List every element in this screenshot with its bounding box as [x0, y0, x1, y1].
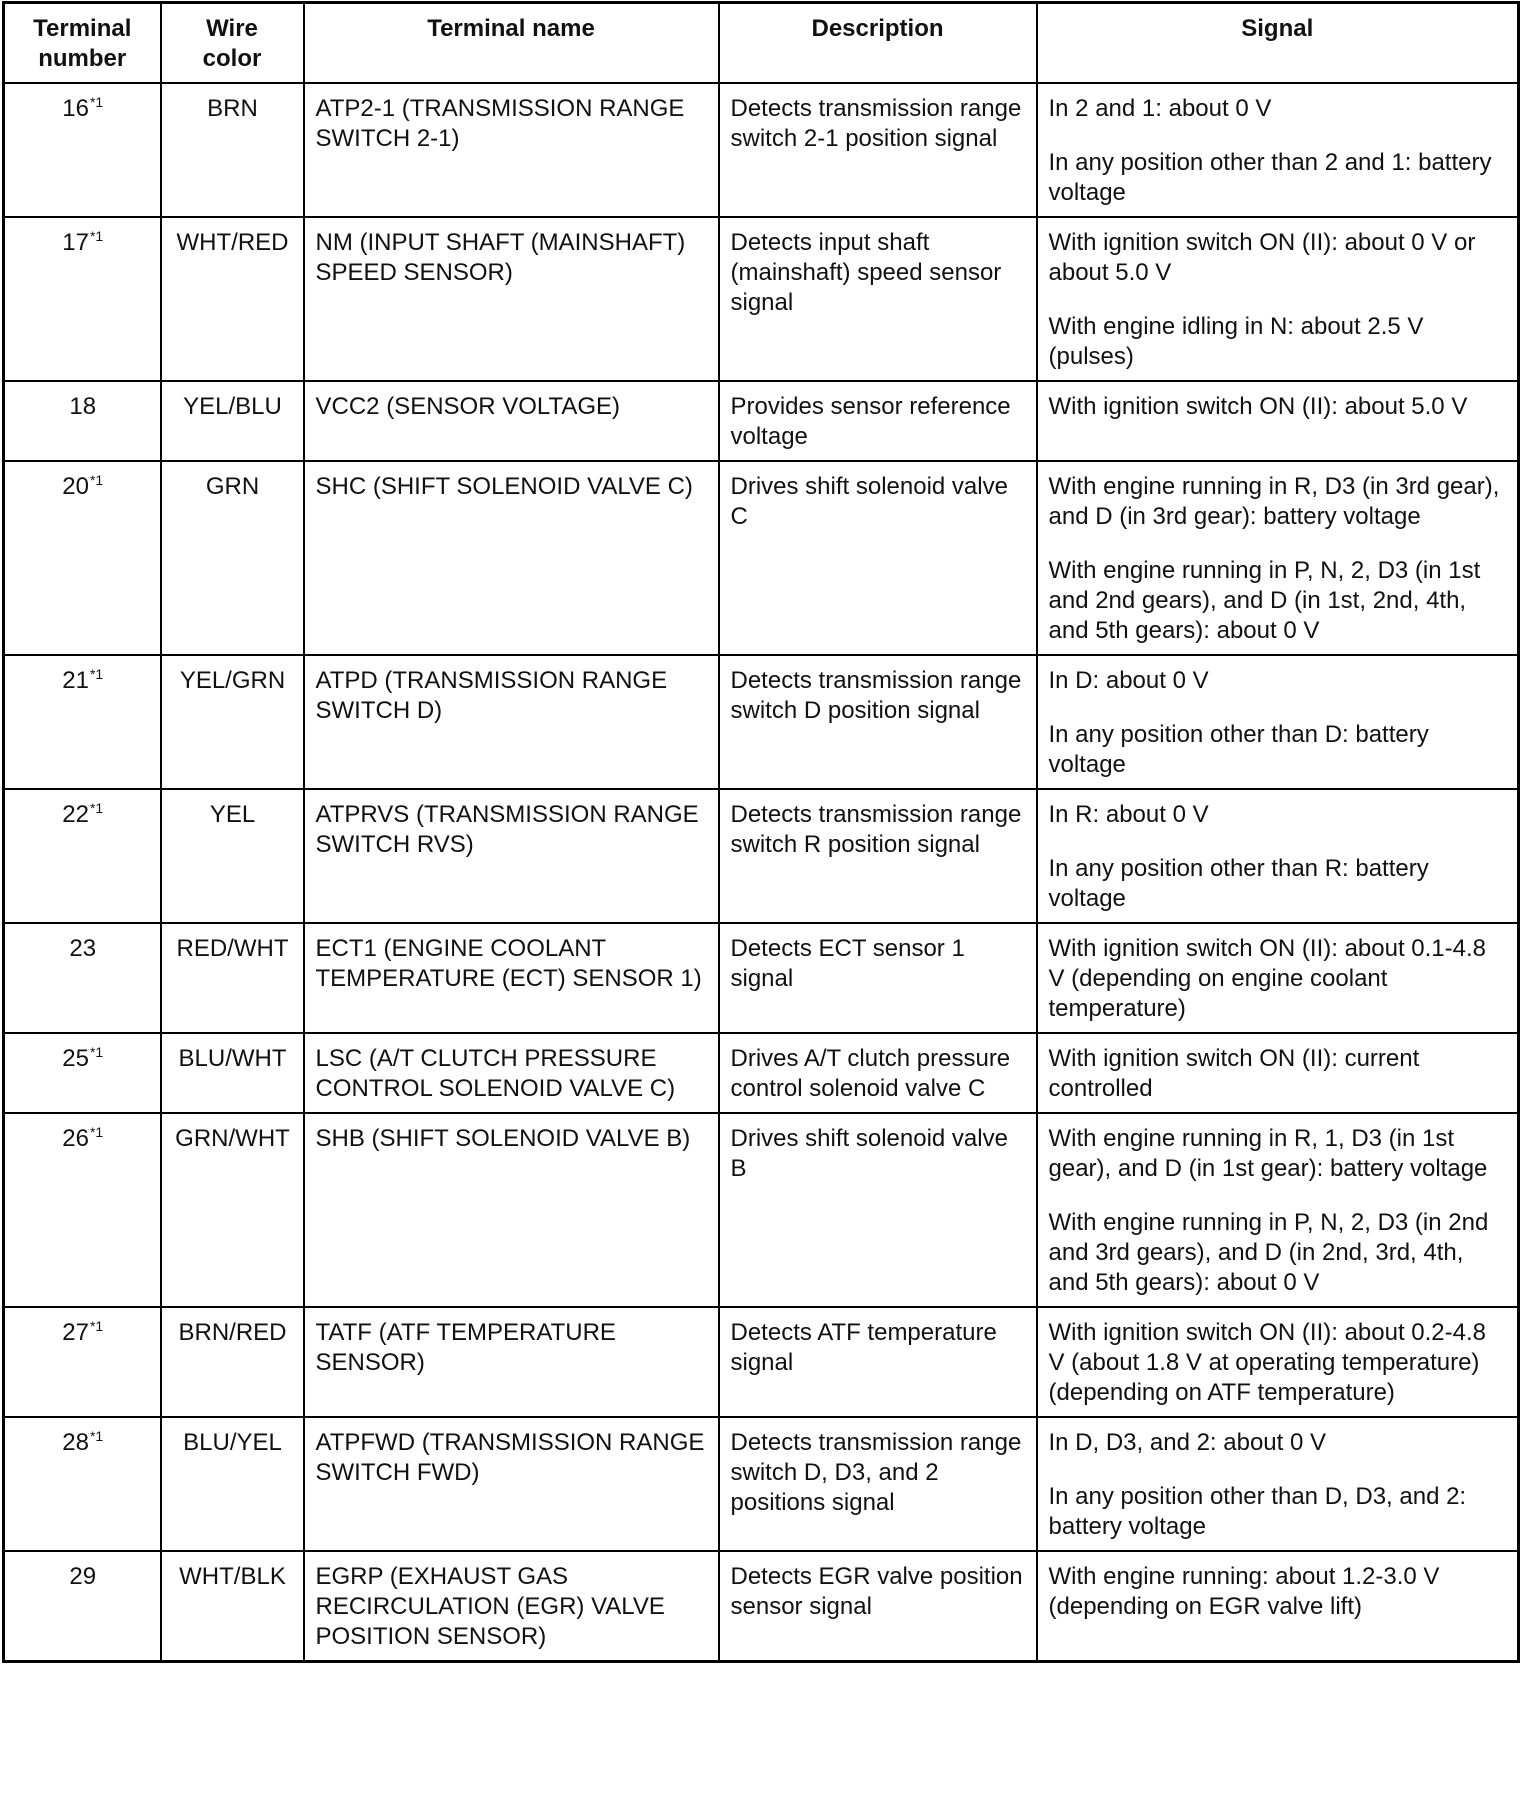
header-wire-color: Wire color — [161, 3, 304, 84]
terminal-number: 28 — [62, 1429, 89, 1456]
signal-line: With engine running in R, D3 (in 3rd gear), and D (in 3rd gear): battery voltage — [1048, 473, 1500, 530]
footnote-marker: *1 — [89, 1428, 104, 1444]
terminal-number-cell — [4, 655, 161, 789]
terminal-table — [2, 1, 1520, 1663]
terminal-number: 16 — [62, 95, 89, 122]
wire-color-cell: BLU/WHT — [161, 1033, 304, 1113]
terminal-name-cell: LSC (A/T CLUTCH PRESSURE CONTROL SOLENOID VALVE C) — [304, 1033, 719, 1113]
signal-cell — [1037, 1551, 1519, 1662]
signal-line: With ignition switch ON (II): current controlled — [1048, 1045, 1420, 1102]
signal-line: In any position other than D: battery voltage — [1048, 721, 1429, 778]
signal-line: With ignition switch ON (II): about 5.0 V — [1048, 393, 1468, 420]
terminal-number: 23 — [69, 935, 97, 962]
terminal-name-cell: ATP2-1 (TRANSMISSION RANGE SWITCH 2-1) — [304, 83, 719, 217]
footnote-marker: *1 — [89, 666, 104, 682]
header-row — [4, 3, 1519, 84]
table-row — [4, 1551, 1519, 1662]
header-terminal-number: Terminal number — [4, 3, 161, 84]
signal-cell — [1037, 1113, 1519, 1307]
wire-color-cell: BLU/YEL — [161, 1417, 304, 1551]
signal-line: In D, D3, and 2: about 0 V — [1048, 1429, 1327, 1456]
signal-line: With engine idling in N: about 2.5 V (pulses) — [1048, 313, 1424, 370]
terminal-name-cell: ECT1 (ENGINE COOLANT TEMPERATURE (ECT) SENSOR 1) — [304, 923, 719, 1033]
signal-line: With ignition switch ON (II): about 0 V or about 5.0 V — [1048, 229, 1476, 286]
wire-color-cell: YEL/GRN — [161, 655, 304, 789]
table-row — [4, 789, 1519, 923]
description-cell: Provides sensor reference voltage — [719, 381, 1037, 461]
signal-line: With engine running in R, 1, D3 (in 1st gear), and D (in 1st gear): battery voltage — [1048, 1125, 1488, 1182]
terminal-name-cell: ATPRVS (TRANSMISSION RANGE SWITCH RVS) — [304, 789, 719, 923]
terminal-number: 26 — [62, 1125, 89, 1152]
description-cell: Detects transmission range switch R position signal — [719, 789, 1037, 923]
terminal-name-cell: TATF (ATF TEMPERATURE SENSOR) — [304, 1307, 719, 1417]
signal-line: With engine running: about 1.2-3.0 V (depending on EGR valve lift) — [1048, 1563, 1440, 1620]
description-cell: Detects ATF temperature signal — [719, 1307, 1037, 1417]
table-row — [4, 923, 1519, 1033]
terminal-number-cell — [4, 381, 161, 461]
table-row — [4, 83, 1519, 217]
signal-line: In D: about 0 V — [1048, 667, 1209, 694]
signal-line: In any position other than D, D3, and 2: battery voltage — [1048, 1483, 1467, 1540]
footnote-marker: *1 — [89, 1124, 104, 1140]
signal-line: In 2 and 1: about 0 V — [1048, 95, 1272, 122]
description-cell: Detects transmission range switch 2-1 position signal — [719, 83, 1037, 217]
wire-color-cell: GRN — [161, 461, 304, 655]
wire-color-cell: GRN/WHT — [161, 1113, 304, 1307]
header-signal: Signal — [1037, 3, 1519, 84]
signal-cell — [1037, 381, 1519, 461]
terminal-number-cell — [4, 83, 161, 217]
footnote-marker: *1 — [89, 800, 104, 816]
signal-line: With ignition switch ON (II): about 0.2-4.8 V (about 1.8 V at operating temperature) (depending on ATF temperature) — [1048, 1319, 1487, 1406]
signal-line: In any position other than R: battery voltage — [1048, 855, 1429, 912]
table-row — [4, 461, 1519, 655]
terminal-number-cell — [4, 789, 161, 923]
signal-line: With engine running in P, N, 2, D3 (in 1st and 2nd gears), and D (in 1st, 2nd, 4th, and 5th gears): about 0 V — [1048, 557, 1481, 644]
table-row — [4, 1307, 1519, 1417]
signal-cell — [1037, 789, 1519, 923]
description-cell: Drives A/T clutch pressure control solenoid valve C — [719, 1033, 1037, 1113]
table-row — [4, 1113, 1519, 1307]
signal-line: With ignition switch ON (II): about 0.1-4.8 V (depending on engine coolant temperature) — [1048, 935, 1487, 1022]
signal-cell — [1037, 1033, 1519, 1113]
description-cell: Drives shift solenoid valve B — [719, 1113, 1037, 1307]
description-cell: Drives shift solenoid valve C — [719, 461, 1037, 655]
table-body — [4, 83, 1519, 1662]
wire-color-cell: BRN — [161, 83, 304, 217]
signal-cell — [1037, 83, 1519, 217]
terminal-number: 29 — [69, 1563, 97, 1590]
terminal-name-cell: ATPFWD (TRANSMISSION RANGE SWITCH FWD) — [304, 1417, 719, 1551]
table-row — [4, 1033, 1519, 1113]
terminal-number-cell — [4, 1417, 161, 1551]
table-row — [4, 381, 1519, 461]
terminal-name-cell: NM (INPUT SHAFT (MAINSHAFT) SPEED SENSOR) — [304, 217, 719, 381]
footnote-marker: *1 — [89, 94, 104, 110]
description-cell: Detects transmission range switch D position signal — [719, 655, 1037, 789]
footnote-marker: *1 — [89, 1318, 104, 1334]
footnote-marker: *1 — [89, 472, 104, 488]
signal-cell — [1037, 655, 1519, 789]
signal-line: With engine running in P, N, 2, D3 (in 2nd and 3rd gears), and D (in 2nd, 3rd, 4th, and 5th gears): about 0 V — [1048, 1209, 1489, 1296]
wire-color-cell: YEL — [161, 789, 304, 923]
wire-color-cell: WHT/RED — [161, 217, 304, 381]
signal-line: In R: about 0 V — [1048, 801, 1209, 828]
terminal-number: 21 — [62, 667, 89, 694]
terminal-name-cell: SHB (SHIFT SOLENOID VALVE B) — [304, 1113, 719, 1307]
wire-color-cell: BRN/RED — [161, 1307, 304, 1417]
table-row — [4, 217, 1519, 381]
description-cell: Detects EGR valve position sensor signal — [719, 1551, 1037, 1662]
footnote-marker: *1 — [89, 1044, 104, 1060]
terminal-name-cell: VCC2 (SENSOR VOLTAGE) — [304, 381, 719, 461]
terminal-number-cell — [4, 1113, 161, 1307]
header-description: Description — [719, 3, 1037, 84]
signal-cell — [1037, 1307, 1519, 1417]
signal-line: In any position other than 2 and 1: battery voltage — [1048, 149, 1492, 206]
terminal-number: 18 — [69, 393, 97, 420]
terminal-number-cell — [4, 217, 161, 381]
terminal-number: 22 — [62, 801, 89, 828]
wire-color-cell: RED/WHT — [161, 923, 304, 1033]
table-row — [4, 655, 1519, 789]
description-cell: Detects ECT sensor 1 signal — [719, 923, 1037, 1033]
terminal-number: 20 — [62, 473, 89, 500]
signal-cell — [1037, 217, 1519, 381]
terminal-number-cell — [4, 923, 161, 1033]
signal-cell — [1037, 1417, 1519, 1551]
terminal-number: 25 — [62, 1045, 89, 1072]
signal-cell — [1037, 923, 1519, 1033]
wire-color-cell: WHT/BLK — [161, 1551, 304, 1662]
terminal-name-cell: SHC (SHIFT SOLENOID VALVE C) — [304, 461, 719, 655]
description-cell: Detects transmission range switch D, D3, and 2 positions signal — [719, 1417, 1037, 1551]
header-terminal-name: Terminal name — [304, 3, 719, 84]
terminal-number: 17 — [62, 229, 89, 256]
table-row — [4, 1417, 1519, 1551]
terminal-number-cell — [4, 461, 161, 655]
terminal-number-cell — [4, 1307, 161, 1417]
terminal-number: 27 — [62, 1319, 89, 1346]
terminal-number-cell — [4, 1033, 161, 1113]
signal-cell — [1037, 461, 1519, 655]
footnote-marker: *1 — [89, 228, 104, 244]
description-cell: Detects input shaft (mainshaft) speed sensor signal — [719, 217, 1037, 381]
terminal-name-cell: ATPD (TRANSMISSION RANGE SWITCH D) — [304, 655, 719, 789]
terminal-number-cell — [4, 1551, 161, 1662]
wire-color-cell: YEL/BLU — [161, 381, 304, 461]
terminal-name-cell: EGRP (EXHAUST GAS RECIRCULATION (EGR) VALVE POSITION SENSOR) — [304, 1551, 719, 1662]
